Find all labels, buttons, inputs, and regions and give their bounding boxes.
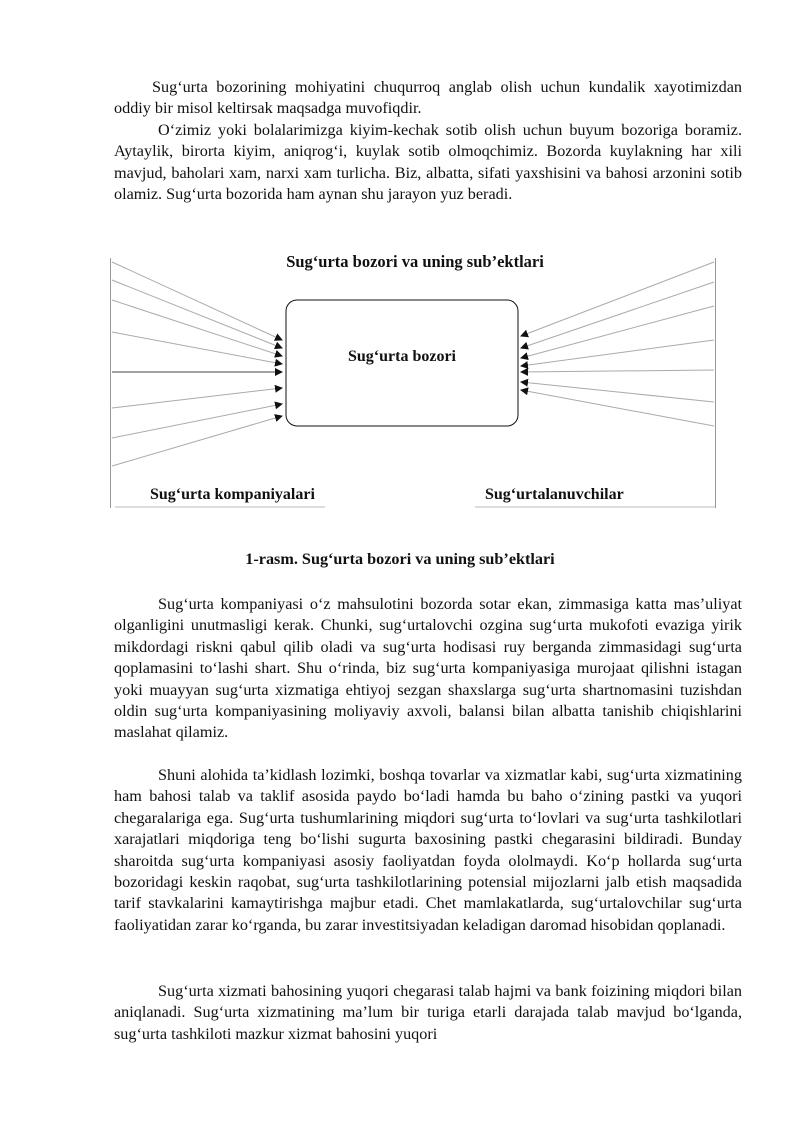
diagram-title: Sug‘urta bozori va uning sub’ektlari xyxy=(286,252,544,271)
body-paragraph-2: Shuni alohida ta’kidlash lozimki, boshqa tovarlar va xizmatlar kabi, sug‘urta xizmatining ham bahosi talab va taklif asosida paydo bo‘ladi hamda bu baho o‘zining pastki va yuqori chegaralariga ega. Sug‘urta tushumlarining miqdori sug‘urta to‘lovlari va sug‘urta tashkilotlari xarajatlari miqdoriga teng bo‘lishi sugurta baxosining pastki chegarasini bildiradi. Bunday sharoitda sug‘urta kompaniyasi asosiy faoliyatdan foyda ololmaydi. Ko‘p hollarda sug‘urta bozoridagi keskin raqobat, sug‘urta tashkilotlarining potensial mijozlarni jalb etish maqsadida tarif stavkalarini kamaytirishga majbur etadi. Chet mamlakatlarda, sug‘urtalovchilar sug‘urta faoliyatidan zarar ko‘rganda, bu zarar investitsiyadan keladigan daromad hisobidan qoplanadi. xyxy=(114,766,742,934)
body-paragraph-1: Sug‘urta kompaniyasi o‘z mahsulotini bozorda sotar ekan, zimmasiga katta mas’uliyat olganligini unutmasligi kerak. Chunki, sug‘urtalovchi ozgina sug‘urta mukofoti evaziga yirik mikdordagi riskni qabul qilib oladi va sug‘urta hodisasi ruy berganda zimmasidagi sug‘urta qoplamasini to‘lashi shart. Shu o‘rinda, biz sug‘urta kompaniyasiga murojaat qilishni istagan yoki muayyan sug‘urta xizmatiga ehtiyoj sezgan shaxslarga sug‘urta shartnomasini tuzishdan oldin sug‘urta kompaniyasining moliyaviy axvoli, balansi bilan albatta tanishib chiqishlarini maslahat qilamiz. xyxy=(114,595,742,742)
market-box-label: Sug‘urta bozori xyxy=(348,348,456,365)
body-paragraph-3: Sug‘urta xizmati bahosining yuqori chegarasi talab hajmi va bank foizining miqdori bilan aniqlanadi. Sug‘urta xizmatining ma’lum bir turiga etarli darajada talab mavjud bo‘lganda, sug‘urta tashkiloti mazkur xizmat bahosini yuqori xyxy=(114,982,742,1043)
intro-paragraph-2: O‘zimiz yoki bolalarimizga kiyim-kechak sotib olish uchun buyum bozoriga boramiz. Aytaylik, birorta kiyim, aniqrog‘i, kuylak sotib olmoqchimiz. Bozorda kuylakning har xili mavjud, baholari xam, narxi xam turlicha. Biz, albatta, sifati yaxshisini va bahosi arzonini sotib olamiz. Sug‘urta bozorida ham aynan shu jarayon yuz beradi. xyxy=(114,121,742,204)
diagram-lines xyxy=(110,248,720,513)
figure-caption: 1-rasm. Sug‘urta bozori va uning sub’ektlari xyxy=(245,550,555,568)
left-arrows xyxy=(112,262,282,466)
intro-paragraph-1: Sug‘urta bozorining mohiyatini chuqurroq anglab olish uchun kundalik xayotimizdan oddiy bir misol keltirsak maqsadga muvofiqdir. xyxy=(114,78,742,118)
insured-label: Sug‘urtalanuvchilar xyxy=(485,486,624,503)
right-arrows xyxy=(521,262,714,426)
companies-label: Sug‘urta kompaniyalari xyxy=(150,486,315,503)
insurance-market-diagram xyxy=(110,248,720,513)
